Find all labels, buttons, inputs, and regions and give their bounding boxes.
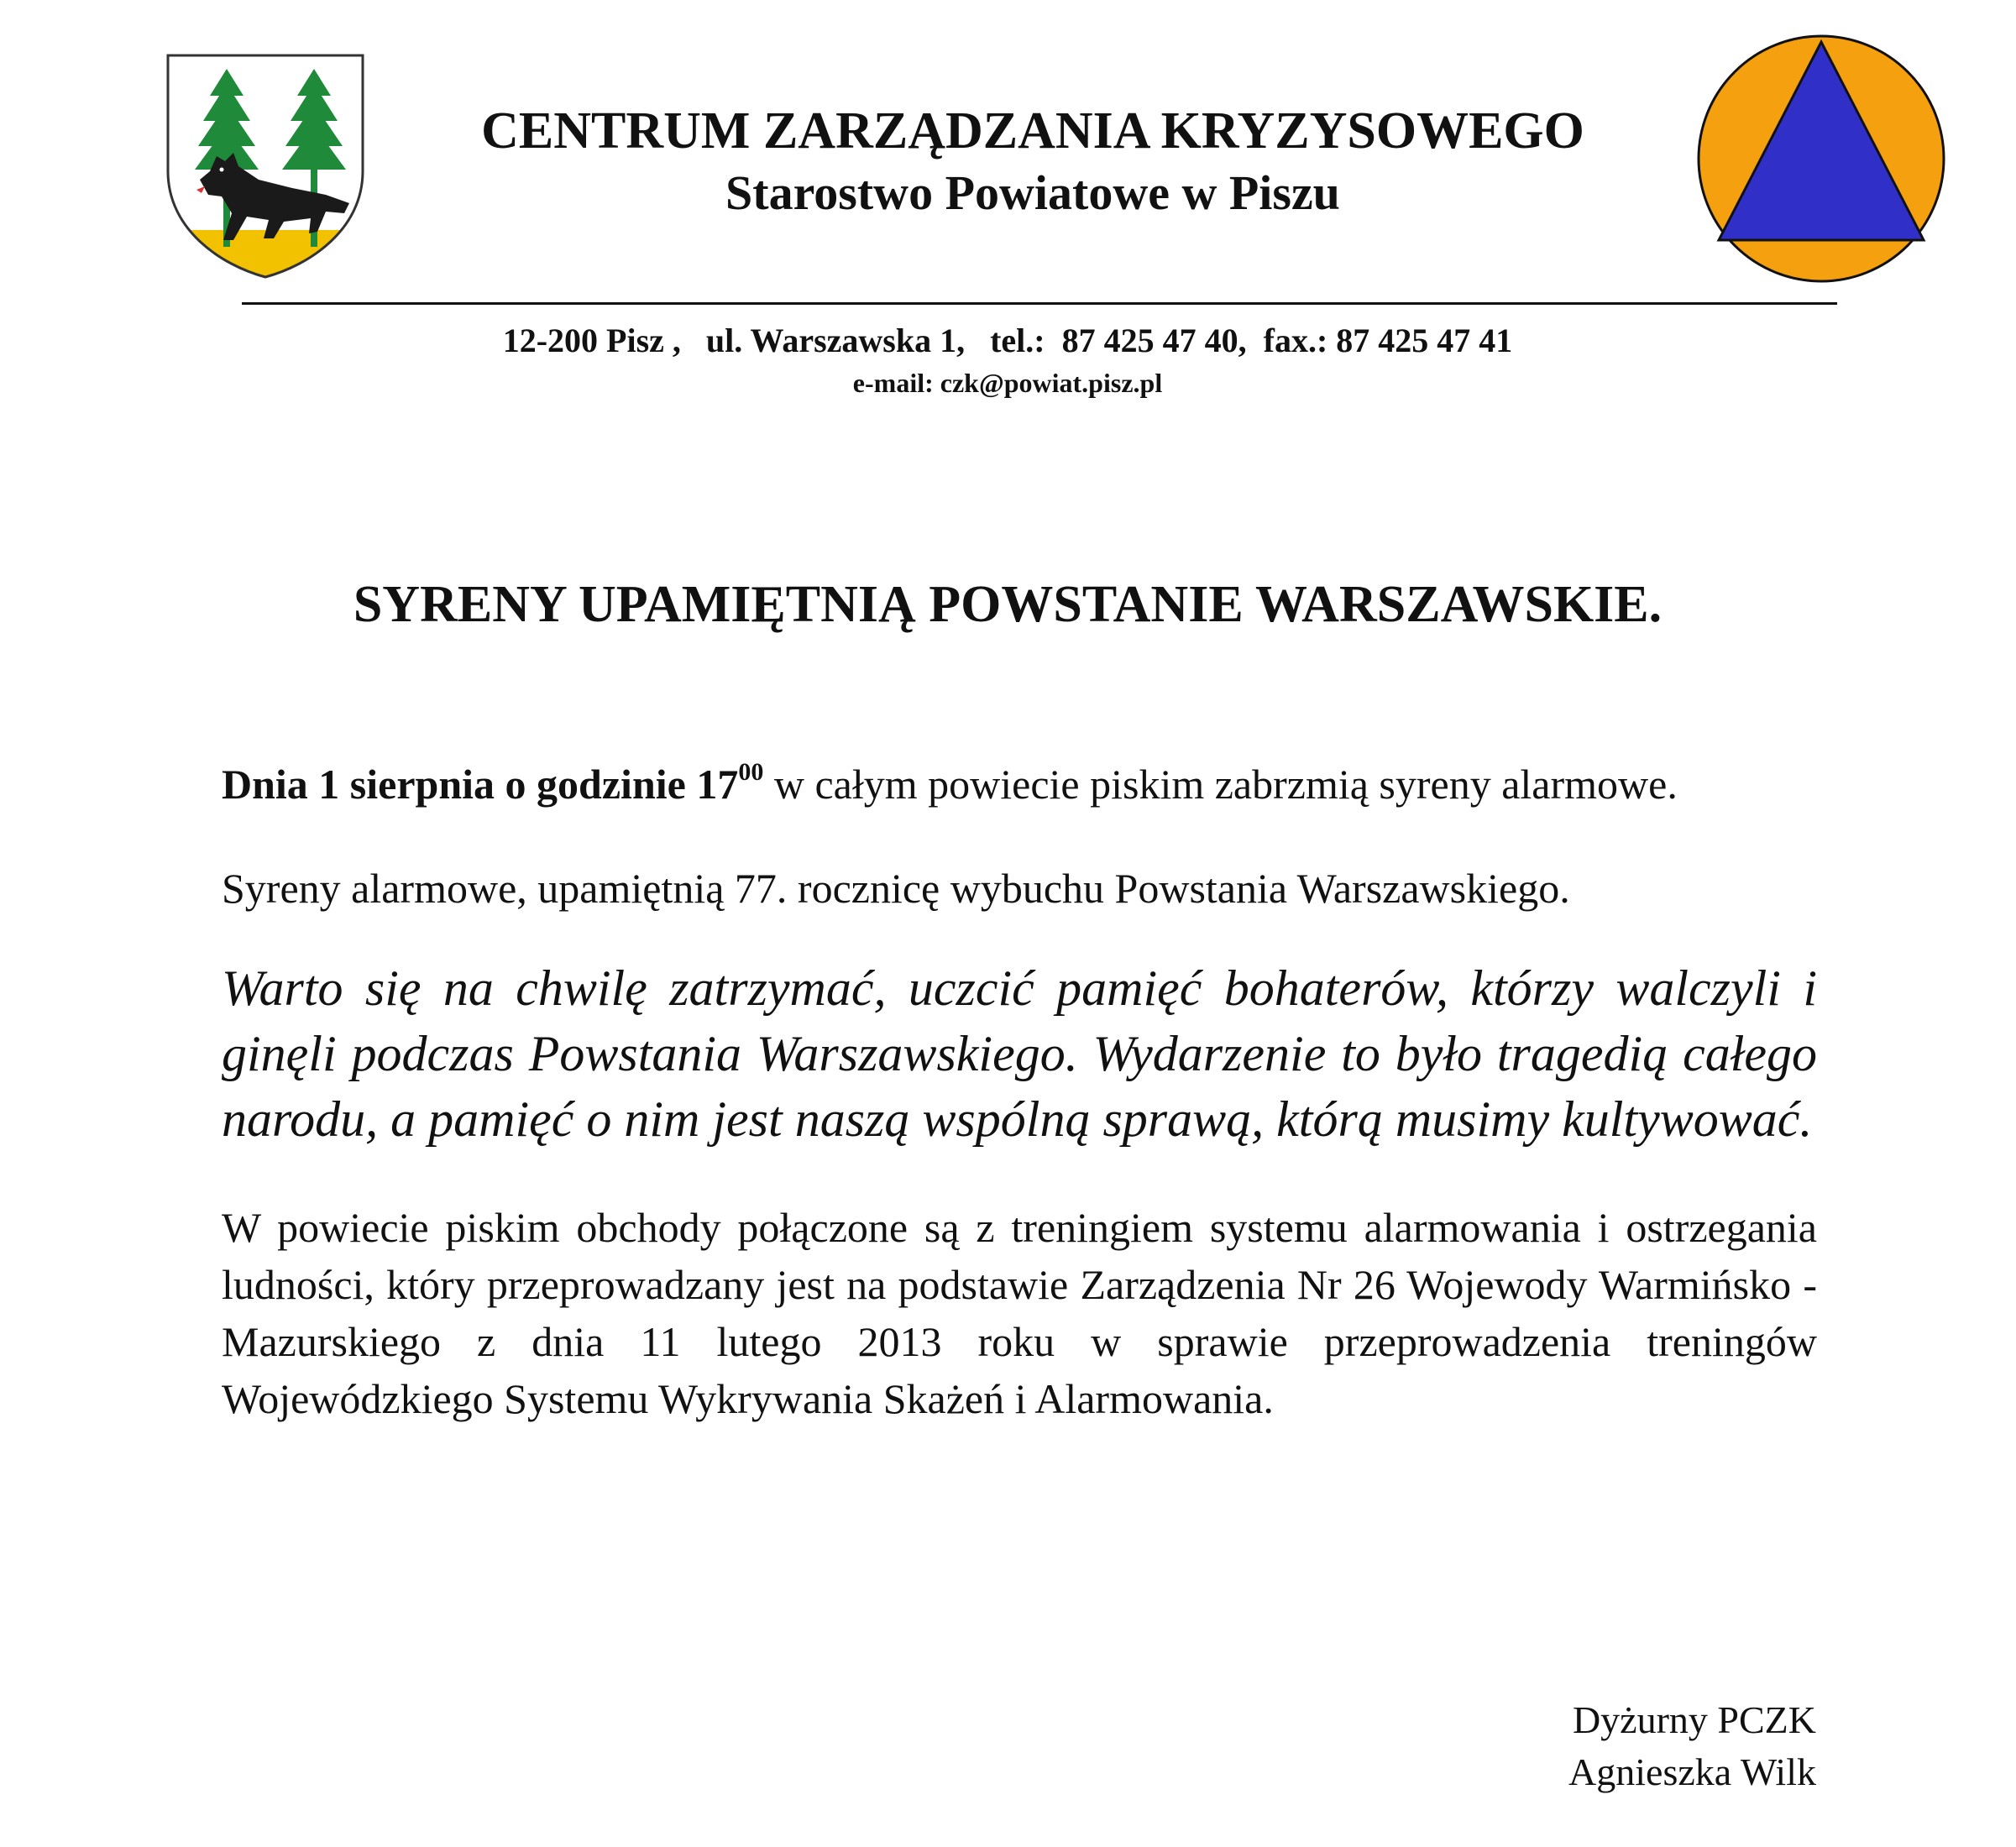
paragraph-alarm-training: W powiecie piskim obchody połączone są z treningiem systemu alarmowania i ostrzegania ludności, który przeprowadzany jest na podstawie Zarządzenia Nr 26 Wojewody Warmińsko - Mazurskiego z dnia 11 lutego 2013 roku w sprawie przeprowadzenia treningów Wojewódzkiego Systemu Wykrywania Skażeń i Alarmowania. xyxy=(222,1204,1817,1422)
paragraph-date-time xyxy=(222,756,1817,813)
organization-subtitle: Starostwo Powiatowe w Piszu xyxy=(725,165,1340,220)
contact-block xyxy=(202,317,1814,401)
announcement-body xyxy=(222,756,1817,1427)
contact-address-phone: 12-200 Pisz , ul. Warszawska 1, tel.: 87 425 47 40, fax.: 87 425 47 41 xyxy=(502,322,1513,359)
date-time-lead: Dnia 1 sierpnia o godzinie 17 xyxy=(222,761,739,808)
organization-title: CENTRUM ZARZĄDZANIA KRYZYSOWEGO xyxy=(481,102,1584,160)
paragraph-anniversary: Syreny alarmowe, upamiętnią 77. rocznicę wybuchu Powstania Warszawskiego. xyxy=(222,865,1570,912)
contact-email: e-mail: czk@powiat.pisz.pl xyxy=(852,368,1163,398)
letterhead xyxy=(369,99,1696,223)
announcement-headline: SYRENY UPAMIĘTNIĄ POWSTANIE WARSZAWSKIE. xyxy=(353,576,1663,633)
civil-protection-emblem-icon xyxy=(1696,34,1946,284)
signature-name: Agnieszka Wilk xyxy=(1568,1750,1816,1793)
county-coat-of-arms-icon xyxy=(166,54,364,279)
header-divider xyxy=(242,302,1837,305)
signature-role: Dyżurny PCZK xyxy=(1572,1698,1816,1741)
signature-block xyxy=(1568,1694,1816,1798)
paragraph-remembrance: Warto się na chwilę zatrzymać, uczcić pamięć bohaterów, którzy walczyli i ginęli podczas Powstania Warszawskiego. Wydarzenie to było tragedią całego narodu, a pamięć o nim jest naszą wspólną sprawą, którą musimy kultywować. xyxy=(222,960,1817,1147)
paragraph-date-time-rest: w całym powiecie piskim zabrzmią syreny alarmowe. xyxy=(763,761,1678,808)
time-minutes: 00 xyxy=(738,758,764,786)
